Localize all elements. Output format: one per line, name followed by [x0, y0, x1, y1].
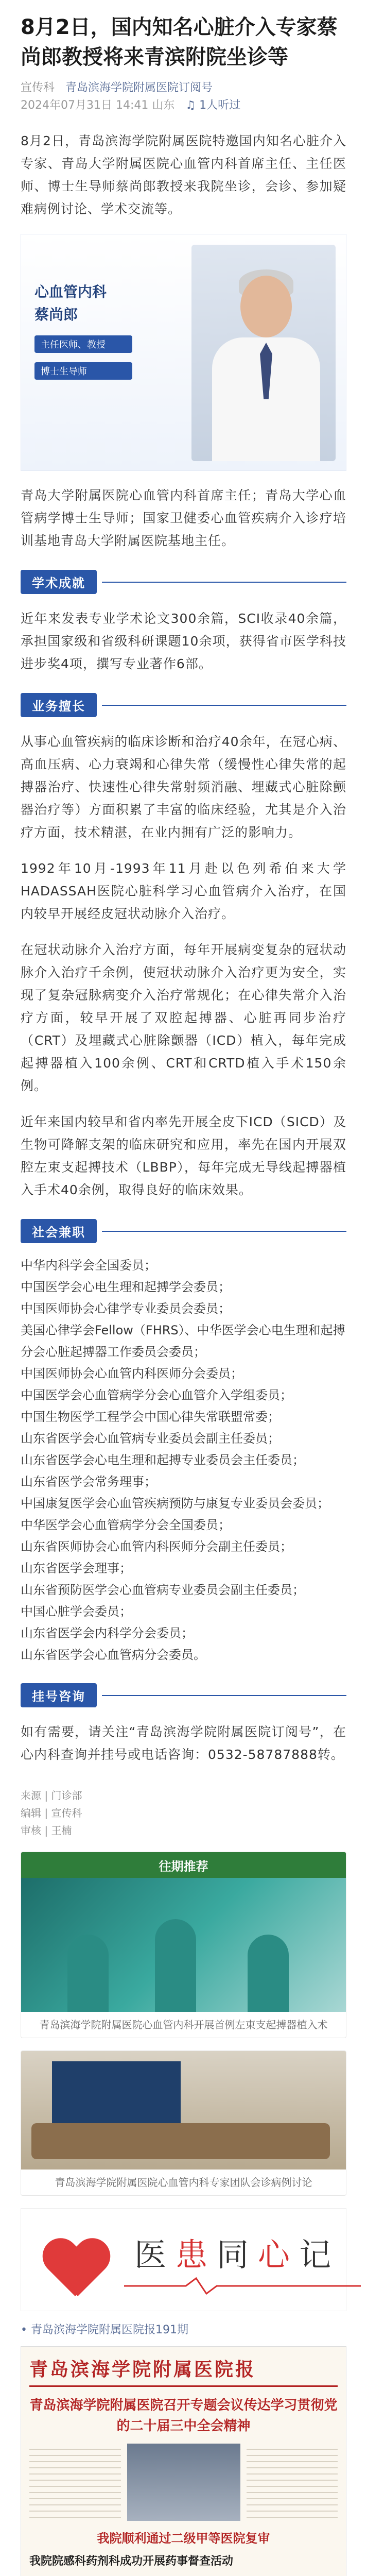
article-meta-2 — [21, 97, 346, 114]
article-title: 8月2日，国内知名心脏介入专家蔡尚郎教授将来青滨附院坐诊等 — [21, 15, 338, 69]
slogan-char: 记 — [299, 2236, 341, 2274]
section-header-society — [21, 1219, 346, 1243]
profile-name-block — [34, 281, 132, 380]
section-header-specialty — [21, 693, 346, 717]
academic-text: 近年来发表专业学术论文300余篇，SCI收录40余篇，承担国家级和省级科研课题10余项，获得省市医学科技进步奖4项，撰写专业著作6部。 — [21, 611, 346, 671]
intro-paragraph: 青岛大学附属医院心血管内科首席主任；青岛大学心血管病学博士生导师；国家卫健委心血管疾病介入诊疗培训基地青岛大学附属医院基地主任。 — [21, 488, 346, 548]
specialty-p2: 1992年10月-1993年11月赴以色列希伯来大学HADASSAH医院心脏科学习心血管病介入治疗，在国内较早开展经皮冠状动脉介入治疗。 — [21, 861, 346, 921]
specialty-p4: 近年来国内较早和省内率先开展全皮下ICD（SICD）及生物可降解支架的临床研究和应用，率先在国内开展双腔左束支起搏技术（LBBP），每年完成无导线起搏器植入手术40余例，取得良好的临床效果。 — [21, 1114, 346, 1197]
list-item: 中国医师协会心律学专业委员会委员； — [21, 1301, 231, 1316]
account-link[interactable]: 青岛滨海学院附属医院订阅号 — [65, 81, 213, 94]
credit-editor: 编辑 | 宣传科 — [21, 1807, 82, 1819]
gallery-card-meeting[interactable] — [21, 2050, 346, 2196]
doctor-profile-card — [21, 234, 346, 471]
appointment-text: 如有需要，请关注“青岛滨海学院附属医院订阅号”，在心内科查询并挂号或电话咨询：0532-58787888转。 — [21, 1724, 346, 1762]
society-roles-list — [21, 1255, 346, 1666]
specialty-p3: 在冠状动脉介入治疗方面，每年开展病变复杂的冠状动脉介入治疗千余例，使冠状动脉介入治疗更为安全，实现了复杂冠脉病变介入治疗常规化；在心律失常介入治疗方面，较早开展了双腔起搏器、心脏再同步治疗（CRT）及埋藏式心脏除颤器（ICD）植入，每年完成起搏器植入100余例、CRT和CRTD植入手术150余例。 — [21, 942, 346, 1093]
listen-count[interactable] — [185, 99, 240, 112]
heart-slogan — [134, 2229, 340, 2275]
publish-time: 2024年07月31日 14:41 — [21, 99, 149, 112]
heart-promo-card[interactable] — [21, 2208, 346, 2311]
newspaper-masthead: 青岛滨海学院附属医院报 — [29, 2355, 338, 2387]
specialty-p1: 从事心血管疾病的临床诊断和治疗40余年，在冠心病、高血压病、心力衰竭和心律失常（缓慢性心律失常的起搏器治疗、快速性心律失常射频消融、埋藏式心脏除颤器治疗等）方面积累了丰富的临床经验，尤其是介入治疗方面，技术精湛，在业内拥有广泛的影响力。 — [21, 734, 346, 840]
slogan-char: 患 — [176, 2236, 217, 2274]
ecg-line-icon — [124, 2276, 361, 2296]
bullet-icon: • — [21, 2324, 27, 2336]
profile-tag: 博士生导师 — [34, 362, 132, 380]
headphone-icon: ♫ — [185, 99, 196, 112]
list-item: 山东省预防医学会心血管病专业委员会副主任委员； — [21, 1583, 305, 1597]
section-header-appointment — [21, 1683, 346, 1707]
profile-name: 蔡尚郎 — [34, 306, 78, 323]
list-item: 中华医学会心血管病学分会全国委员； — [21, 1518, 231, 1532]
location-label: 山东 — [152, 99, 175, 112]
credit-review: 审核 | 王楠 — [21, 1824, 72, 1837]
heart-icon — [42, 2240, 109, 2301]
newspaper-headline-2: 我院顺利通过二级甲等医院复审 — [97, 2531, 270, 2546]
newspaper-link[interactable] — [21, 2321, 346, 2339]
list-item: 中国医学会心电生理和起搏学会委员； — [21, 1280, 231, 1294]
list-item: 山东省医学会内科学分会委员； — [21, 1626, 194, 1640]
list-item: 美国心律学会Fellow（FHRS）、中华医学会心电生理和起搏分会心脏起搏器工作委员会委员； — [21, 1323, 345, 1359]
section-badge: 社会兼职 — [21, 1219, 97, 1243]
profile-tag: 主任医师、教授 — [34, 335, 132, 353]
gallery-caption: 青岛滨海学院附属医院心血管内科开展首例左束支起搏器植入术 — [39, 2019, 328, 2031]
section-badge: 挂号咨询 — [21, 1683, 97, 1707]
section-badge: 业务擅长 — [21, 693, 97, 717]
author-label: 宣传科 — [21, 81, 55, 94]
list-item: 中国医师协会心血管内科医师分会委员； — [21, 1366, 243, 1381]
slogan-char: 同 — [217, 2236, 258, 2274]
gallery-caption: 青岛滨海学院附属医院心血管内科专家团队会诊病例讨论 — [55, 2176, 312, 2189]
gallery-banner: 往期推荐 — [21, 1852, 346, 1878]
list-item: 山东省医学会理事； — [21, 1561, 132, 1575]
credits-block — [21, 1787, 346, 1839]
newspaper-photo — [127, 2444, 240, 2521]
list-item: 中国康复医学会心血管疾病预防与康复专业委员会委员； — [21, 1496, 329, 1511]
newspaper-headline: 青岛滨海学院附属医院召开专题会议传达学习贯彻党的二十届三中全会精神 — [29, 2398, 338, 2434]
list-item: 山东省医师协会心血管内科医师分会副主任委员； — [21, 1539, 292, 1554]
list-item: 山东省医学会常务理事； — [21, 1475, 156, 1489]
surgery-photo — [21, 1878, 346, 2012]
list-item: 山东省医学会心血管病专业委员会副主任委员； — [21, 1431, 280, 1446]
doctor-photo — [191, 245, 336, 461]
section-badge: 学术成就 — [21, 570, 97, 594]
list-item: 中国医学会心血管病学分会心血管介入学组委员； — [21, 1388, 292, 1402]
list-item: 中国心脏学会委员； — [21, 1604, 132, 1619]
credit-source: 来源 | 门诊部 — [21, 1789, 82, 1802]
gallery-card-surgery[interactable] — [21, 1852, 346, 2038]
newspaper-preview[interactable] — [21, 2346, 346, 2576]
slogan-char: 医 — [134, 2236, 176, 2274]
list-item: 中华内科学会全国委员； — [21, 1258, 156, 1273]
profile-role: 心血管内科 — [34, 283, 107, 300]
section-header-academic — [21, 570, 346, 594]
article-meta — [21, 79, 346, 97]
lead-paragraph: 8月2日，青岛滨海学院附属医院特邀国内知名心脏介入专家、青岛大学附属医院心血管内科首席主任、主任医师、博士生导师蔡尚郎教授来我院坐诊，会诊、参加疑难病例讨论、学术交流等。 — [21, 133, 346, 216]
listen-count-text: 1人听过 — [199, 99, 241, 112]
list-item: 山东省医学会心电生理和起搏专业委员会主任委员； — [21, 1453, 305, 1467]
meeting-photo — [21, 2051, 346, 2170]
newspaper-link-text: 青岛滨海学院附属医院报191期 — [30, 2324, 188, 2336]
newspaper-headline-3: 我院院感科药剂科成功开展药事督查活动 — [29, 2554, 234, 2568]
list-item: 中国生物医学工程学会中国心律失常联盟常委； — [21, 1410, 280, 1424]
list-item: 山东省医学会心血管病分会委员。 — [21, 1648, 206, 1662]
slogan-char: 心 — [258, 2236, 300, 2274]
